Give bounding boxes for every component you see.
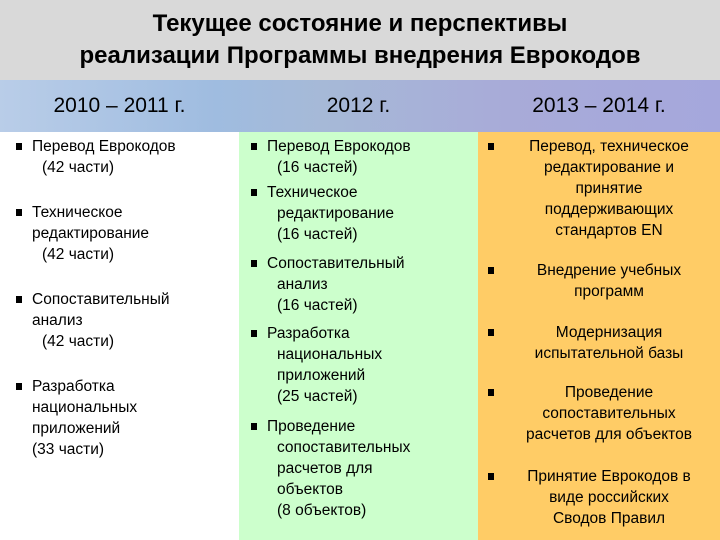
- item-text: расчетов для: [277, 460, 373, 477]
- bullet-icon: [16, 296, 22, 303]
- item-text: (42 части): [42, 159, 115, 176]
- item-text: испытательной базы: [534, 345, 684, 362]
- bullet-icon: [488, 267, 494, 274]
- item-text: Техническое: [267, 184, 358, 201]
- item-text: принятие: [575, 180, 643, 197]
- header-row: [0, 80, 720, 132]
- item-text: редактирование: [32, 225, 150, 242]
- bullet-icon: [16, 383, 22, 390]
- item-text: (33 части): [32, 441, 105, 458]
- column-2010-2011: [0, 132, 239, 540]
- header-2013-2014: 2013 – 2014 г.: [532, 94, 666, 117]
- bullet-icon: [488, 389, 494, 396]
- list-item: [488, 466, 716, 529]
- item-text: приложений: [277, 367, 366, 384]
- bullet-icon: [488, 329, 494, 336]
- item-text: объектов: [277, 481, 344, 498]
- column-2013-2014: [478, 132, 720, 540]
- item-text: национальных: [32, 399, 138, 416]
- list-item: [251, 253, 476, 316]
- item-text: (25 частей): [277, 388, 358, 405]
- item-text: Сводов Правил: [552, 510, 666, 527]
- header-2010-2011: 2010 – 2011 г.: [53, 94, 186, 117]
- list-item: [251, 323, 476, 407]
- item-text: (16 частей): [277, 226, 358, 243]
- item-text: Сопоставительный: [267, 255, 405, 272]
- slide-title: [0, 0, 720, 80]
- item-text: (16 частей): [277, 159, 358, 176]
- bullet-icon: [251, 189, 257, 196]
- list-item: [488, 136, 716, 241]
- list-item: [16, 376, 236, 460]
- item-text: Сопоставительный: [32, 291, 170, 308]
- list-item: [488, 382, 716, 445]
- item-text: расчетов для объектов: [526, 426, 692, 443]
- item-text: Проведение: [564, 384, 654, 401]
- column-2012: [239, 132, 478, 540]
- bullet-icon: [251, 260, 257, 267]
- bullet-icon: [16, 209, 22, 216]
- item-text: стандартов EN: [555, 222, 663, 239]
- bullet-icon: [16, 143, 22, 150]
- bullet-icon: [251, 423, 257, 430]
- item-text: Внедрение учебных: [536, 262, 682, 279]
- item-text: Перевод Еврокодов: [267, 138, 411, 155]
- item-text: Техническое: [32, 204, 123, 221]
- bullet-icon: [488, 473, 494, 480]
- title-line-1: Текущее состояние и перспективы: [152, 10, 568, 37]
- item-text: Перевод Еврокодов: [32, 138, 176, 155]
- item-text: Разработка: [32, 378, 115, 395]
- list-item: [251, 182, 476, 245]
- item-text: приложений: [32, 420, 121, 437]
- item-text: Перевод, техническое: [529, 138, 689, 155]
- list-item: [488, 260, 716, 302]
- item-text: Разработка: [267, 325, 350, 342]
- item-text: (16 частей): [277, 297, 358, 314]
- list-item: [16, 202, 236, 265]
- item-text: (8 объектов): [277, 502, 367, 519]
- list-item: [16, 136, 236, 178]
- item-text: сопоставительных: [277, 439, 411, 456]
- list-item: [251, 416, 476, 521]
- item-text: виде российских: [549, 489, 669, 506]
- item-text: сопоставительных: [542, 405, 676, 422]
- list-item: [251, 136, 476, 178]
- header-2012: 2012 г.: [326, 94, 391, 117]
- item-text: Проведение: [267, 418, 356, 435]
- item-text: редактирование и: [543, 159, 674, 176]
- bullet-icon: [251, 330, 257, 337]
- item-text: Модернизация: [555, 324, 663, 341]
- list-item: [16, 289, 236, 352]
- item-text: редактирование: [277, 205, 395, 222]
- item-text: анализ: [277, 276, 328, 293]
- item-text: поддерживающих: [544, 201, 674, 218]
- item-text: Принятие Еврокодов в: [527, 468, 691, 485]
- bullet-icon: [488, 143, 494, 150]
- item-text: (42 части): [42, 246, 115, 263]
- title-line-2: реализации Программы внедрения Еврокодов: [79, 42, 641, 69]
- bullet-icon: [251, 143, 257, 150]
- list-item: [488, 322, 716, 364]
- item-text: национальных: [277, 346, 383, 363]
- item-text: (42 части): [42, 333, 115, 350]
- item-text: программ: [574, 283, 644, 300]
- item-text: анализ: [32, 312, 83, 329]
